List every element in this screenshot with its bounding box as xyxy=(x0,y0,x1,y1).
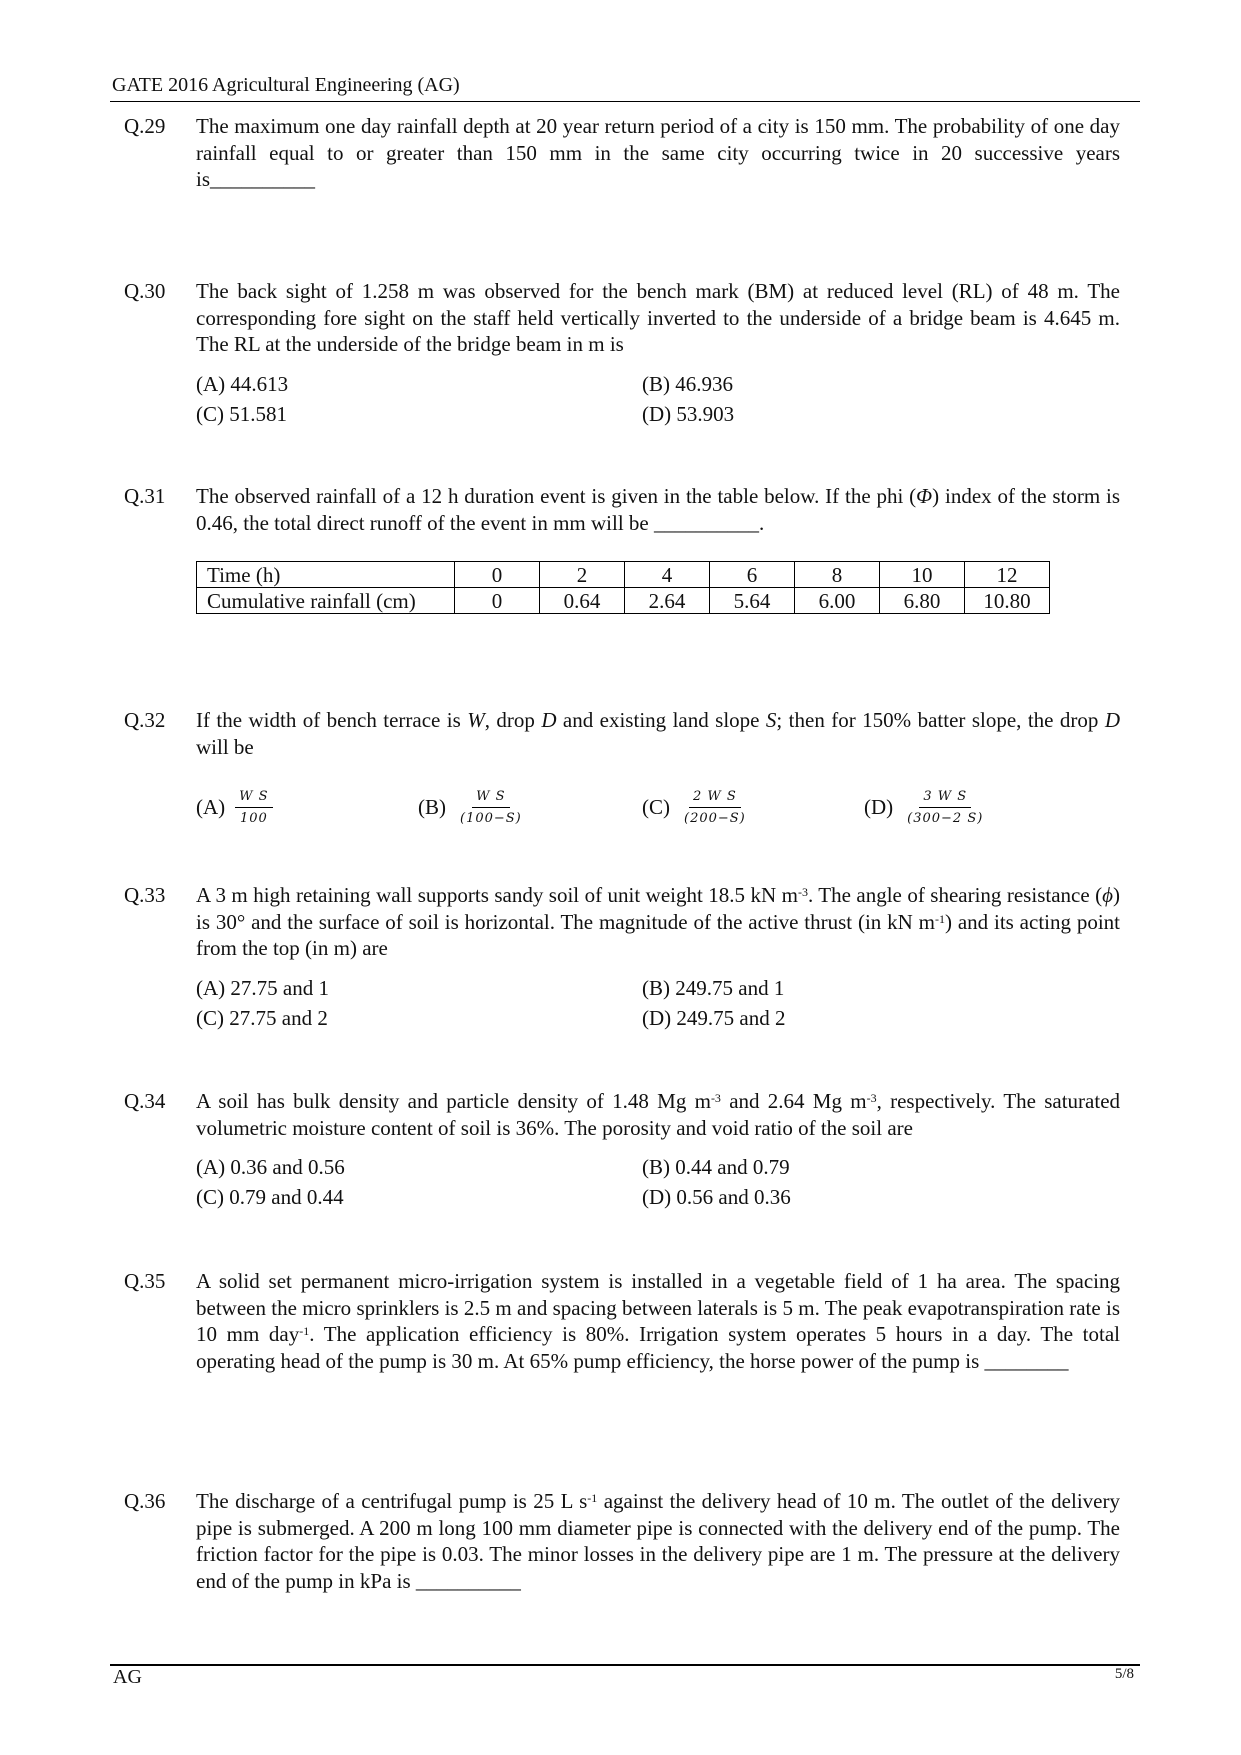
option-b: (B) 46.936 xyxy=(642,372,733,396)
footer-paper-code: AG xyxy=(113,1666,142,1688)
option-d: (D) 0.56 and 0.36 xyxy=(642,1185,791,1209)
header-divider xyxy=(110,101,1140,102)
question-number: Q.31 xyxy=(124,484,166,508)
option-b: (B) 0.44 and 0.79 xyxy=(642,1155,790,1179)
question-text: A soil has bulk density and particle density of 1.48 Mg $m^{-3}$ and 2.64 Mg $m^{-3}$, respectively. The saturated volumetric moisture content of soil is 36%. The porosity and void ratio of the soil are xyxy=(196,1089,1121,1140)
table-cell: 6.80 xyxy=(880,588,965,614)
table-cell: 0.64 xyxy=(540,588,625,614)
option-c: (C) 0.79 and 0.44 xyxy=(196,1185,344,1209)
table-cell: 0 xyxy=(455,562,540,588)
fraction: $\frac{\text{3 W S}}{(300-2 S)}$ xyxy=(907,788,984,826)
table-cell: 5.64 xyxy=(710,588,795,614)
page-header-title: GATE 2016 Agricultural Engineering (AG) xyxy=(112,74,460,96)
table-cell: 10 xyxy=(880,562,965,588)
question-text: The back sight of 1.258 m was observed for the bench mark (BM) at reduced level (RL) of 48 m. The corresponding fore sight on the staff held vertically inverted to the underside of a bridge beam is 4.645 m. The RL at the underside of the bridge beam in m is xyxy=(196,279,1120,356)
option-c: (C) 27.75 and 2 xyxy=(196,1006,328,1030)
question-number: Q.30 xyxy=(124,279,166,303)
question-text: If the width of bench terrace is W, drop D and existing land slope S; then for 150% batter slope, the drop D will be xyxy=(196,708,1120,759)
fraction: $\frac{\text{W S}}{100}$ xyxy=(235,788,272,827)
row-label: Time (h) xyxy=(197,562,455,588)
option-a: (A) 27.75 and 1 xyxy=(196,976,329,1000)
options xyxy=(196,371,1120,431)
table-cell: 0 xyxy=(455,588,540,614)
table-cell: 2 xyxy=(540,562,625,588)
table-cell: 10.80 xyxy=(965,588,1050,614)
question-text: The discharge of a centrifugal pump is 25 L $s^{-1}$ against the delivery head of 10 m. The outlet of the delivery pipe is submerged. A 200 m long 100 mm diameter pipe is connected with the delivery end of the pump. The friction factor for the pipe is 0.03. The minor losses in the delivery pipe are 1 m. The pressure at the delivery end of the pump in kPa is __________ xyxy=(196,1489,1120,1593)
question-number: Q.34 xyxy=(124,1089,166,1113)
phi-symbol: ϕ xyxy=(1102,883,1113,907)
option-d: (D) 249.75 and 2 xyxy=(642,1006,786,1030)
question-number: Q.32 xyxy=(124,708,166,732)
table-cell: 6 xyxy=(710,562,795,588)
fraction: $\frac{\text{2 W S}}{(200-S)}$ xyxy=(684,788,746,826)
option-c: (C) $\frac{\text{2 W S}}{(200-S)}$ xyxy=(642,783,750,831)
option-d: (D) 53.903 xyxy=(642,402,735,426)
options xyxy=(196,975,1120,1035)
fraction-options xyxy=(196,783,1120,833)
question-text: The maximum one day rainfall depth at 20 year return period of a city is 150 mm. The probability of one day rainfall equal to or greater than 150 mm in the same city occurring twice in 20 successive years is__________ xyxy=(196,114,1120,191)
footer-divider xyxy=(110,1664,1140,1666)
phi-symbol: Φ xyxy=(916,484,933,508)
table-row xyxy=(197,562,1050,588)
row-label: Cumulative rainfall (cm) xyxy=(197,588,455,614)
question-text: A 3 m high retaining wall supports sandy soil of unit weight 18.5 kN $m^{-3}$. The angle of shearing resistance (ϕ) is 30° and the surface of soil is horizontal. The magnitude of the active thrust (in kN $m^{-1}$) and its acting point from the top (in m) are xyxy=(196,883,1121,960)
option-a: (A) 0.36 and 0.56 xyxy=(196,1155,345,1179)
table-row xyxy=(197,588,1050,614)
table-cell: 12 xyxy=(965,562,1050,588)
question-number: Q.33 xyxy=(124,883,166,907)
question-number: Q.35 xyxy=(124,1269,166,1293)
option-b: (B) $\frac{\text{W S}}{(100-S)}$ xyxy=(418,783,526,831)
option-c: (C) 51.581 xyxy=(196,402,287,426)
question-text: A solid set permanent micro-irrigation system is installed in a vegetable field of 1 ha area. The spacing between the micro sprinklers is 2.5 m and spacing between laterals is 5 m. The peak evapotranspiration rate is 10 mm day$^{-1}$. The application efficiency is 80%. Irrigation system operates 5 hours in a day. The total operating head of the pump is 30 m. At 65% pump efficiency, the horse power of the pump is ________ xyxy=(196,1269,1120,1373)
table-cell: 2.64 xyxy=(625,588,710,614)
page-number: 5/8 xyxy=(1114,1666,1134,1682)
fraction: $\frac{\text{W S}}{(100-S)}$ xyxy=(460,788,522,826)
question-text: The observed rainfall of a 12 h duration event is given in the table below. If the phi (Φ) index of the storm is 0.46, the total direct runoff of the event in mm will be __________. xyxy=(196,484,1121,535)
table-cell: 4 xyxy=(625,562,710,588)
option-a: (A) $\frac{\text{W S}}{100}$ xyxy=(196,783,273,831)
option-a: (A) 44.613 xyxy=(196,372,289,396)
options xyxy=(196,1154,1120,1214)
question-number: Q.29 xyxy=(124,114,166,138)
option-d: (D) $\frac{\text{3 W S}}{(300-2 S)}$ xyxy=(864,783,987,831)
table-cell: 8 xyxy=(795,562,880,588)
option-b: (B) 249.75 and 1 xyxy=(642,976,785,1000)
rainfall-table xyxy=(196,561,1050,614)
table-cell: 6.00 xyxy=(795,588,880,614)
question-number: Q.36 xyxy=(124,1489,166,1513)
